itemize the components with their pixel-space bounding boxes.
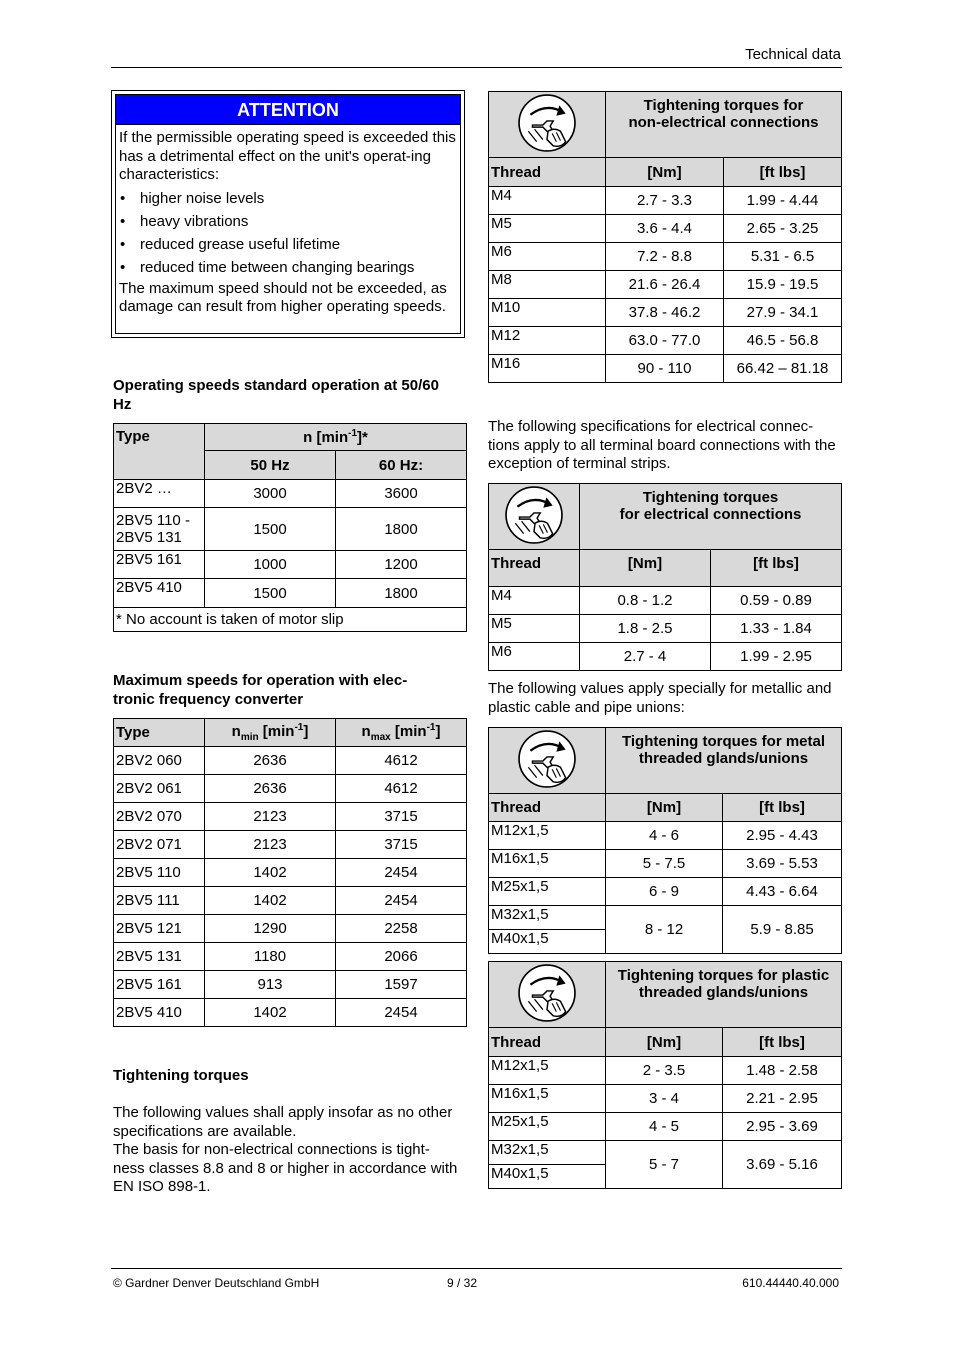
table-row xyxy=(489,1141,842,1165)
attention-closing: The maximum speed should not be exceeded, as damage can result from higher operating speeds. xyxy=(119,279,447,315)
thread-cell: M16x1,5 xyxy=(489,1085,606,1113)
nm-cell: 3 - 4 xyxy=(606,1085,723,1113)
type-cell: 2BV2 … xyxy=(114,480,205,508)
ftlbs-cell: 15.9 - 19.5 xyxy=(724,271,842,299)
nmin-cell: 2636 xyxy=(205,775,336,803)
nmax-cell: 2454 xyxy=(336,887,467,915)
attention-list xyxy=(119,187,457,279)
ftlbs-cell: 2.65 - 3.25 xyxy=(724,215,842,243)
nm-cell: 1.8 - 2.5 xyxy=(580,615,711,643)
operating-speeds-heading: Operating speeds standard operation at 50/60 Hz xyxy=(113,377,439,413)
ftlbs-cell: 4.43 - 6.64 xyxy=(723,878,842,906)
col-header-nm: [Nm] xyxy=(580,550,711,587)
type-cell: 2BV2 061 xyxy=(114,775,205,803)
table-row xyxy=(489,187,842,215)
table-row xyxy=(114,859,467,887)
table-row xyxy=(114,887,467,915)
table-row xyxy=(114,508,467,551)
ftlbs-cell: 66.42 – 81.18 xyxy=(724,355,842,383)
nmin-cell: 1402 xyxy=(205,887,336,915)
col-header-thread: Thread xyxy=(489,794,606,822)
ftlbs-cell: 2.95 - 4.43 xyxy=(723,822,842,850)
wrench-torque-icon xyxy=(489,962,606,1028)
value-cell: 1200 xyxy=(336,551,467,579)
thread-cell: M4 xyxy=(489,587,580,615)
ftlbs-cell: 2.95 - 3.69 xyxy=(723,1113,842,1141)
type-cell: 2BV5 121 xyxy=(114,915,205,943)
nm-cell: 4 - 6 xyxy=(606,822,723,850)
nmax-cell: 2258 xyxy=(336,915,467,943)
table-row xyxy=(489,243,842,271)
nm-cell: 2 - 3.5 xyxy=(606,1057,723,1085)
table-footnote: * No account is taken of motor slip xyxy=(114,608,467,632)
ftlbs-cell: 1.99 - 2.95 xyxy=(711,643,842,671)
thread-cell: M12 xyxy=(489,327,606,355)
nm-cell: 5 - 7 xyxy=(606,1141,723,1189)
col-header-60hz: 60 Hz: xyxy=(336,451,467,480)
col-header-thread: Thread xyxy=(489,550,580,587)
nm-cell: 37.8 - 46.2 xyxy=(606,299,724,327)
ftlbs-cell: 1.99 - 4.44 xyxy=(724,187,842,215)
table-row xyxy=(114,551,467,579)
nmin-cell: 1402 xyxy=(205,859,336,887)
footer-rule xyxy=(111,1268,842,1269)
table-row xyxy=(489,1113,842,1141)
col-header-type: Type xyxy=(114,424,205,480)
col-header-nmin: $n_{min}$ $[\min^{-1}]$ xyxy=(205,719,336,747)
nm-cell: 0.8 - 1.2 xyxy=(580,587,711,615)
table-row xyxy=(489,1057,842,1085)
nm-cell: 63.0 - 77.0 xyxy=(606,327,724,355)
nmax-cell: 2066 xyxy=(336,943,467,971)
ftlbs-cell: 0.59 - 0.89 xyxy=(711,587,842,615)
nm-cell: 90 - 110 xyxy=(606,355,724,383)
value-cell: 1000 xyxy=(205,551,336,579)
max-speeds-heading: Maximum speeds for operation with elec-tronic frequency converter xyxy=(113,672,408,708)
nmax-cell: 3715 xyxy=(336,803,467,831)
tightening-para-1: The following values shall apply insofar as no other specifications are available. xyxy=(113,1104,453,1140)
table-row xyxy=(114,831,467,859)
table-row xyxy=(489,215,842,243)
table-row xyxy=(114,480,467,508)
table-row xyxy=(114,999,467,1027)
nm-cell: 2.7 - 4 xyxy=(580,643,711,671)
nmin-cell: 2123 xyxy=(205,803,336,831)
tightening-para-2: The basis for non-electrical connections is tight-ness classes 8.8 and 8 or higher in accordance with EN ISO 898-1. xyxy=(113,1141,458,1195)
unions-intro: The following values apply specially for metallic and plastic cable and pipe unions: xyxy=(488,680,832,716)
table-row xyxy=(489,850,842,878)
type-cell: 2BV5 161 xyxy=(114,551,205,579)
thread-cell: M16x1,5 xyxy=(489,850,606,878)
thread-cell: M8 xyxy=(489,271,606,299)
thread-cell: M25x1,5 xyxy=(489,1113,606,1141)
col-header-thread: Thread xyxy=(489,158,606,187)
col-header-ftlbs: [ft lbs] xyxy=(723,1028,842,1057)
table-row xyxy=(489,327,842,355)
nm-cell: 6 - 9 xyxy=(606,878,723,906)
ftlbs-cell: 27.9 - 34.1 xyxy=(724,299,842,327)
type-cell: 2BV5 111 xyxy=(114,887,205,915)
col-header-nm: [Nm] xyxy=(606,158,724,187)
attention-title: ATTENTION xyxy=(116,95,460,125)
torque-electrical-table xyxy=(488,483,842,671)
thread-cell: M32x1,5 xyxy=(489,1141,606,1165)
list-item: • reduced grease useful lifetime xyxy=(119,233,457,256)
value-cell: 1500 xyxy=(205,508,336,551)
max-speeds-table xyxy=(113,718,467,1027)
thread-cell: M5 xyxy=(489,615,580,643)
wrench-torque-icon xyxy=(489,484,580,550)
nmax-cell: 1597 xyxy=(336,971,467,999)
list-item: • reduced time between changing bearings xyxy=(119,256,457,279)
value-cell: 1800 xyxy=(336,579,467,608)
footer-page-number: 9 / 32 xyxy=(447,1276,478,1290)
table-title: Tightening torques for plastic threaded glands/unions xyxy=(606,962,842,1028)
ftlbs-cell: 1.33 - 1.84 xyxy=(711,615,842,643)
ftlbs-cell: 5.31 - 6.5 xyxy=(724,243,842,271)
wrench-torque-icon xyxy=(489,728,606,794)
type-cell: 2BV5 110 xyxy=(114,859,205,887)
value-cell: 3600 xyxy=(336,480,467,508)
table-title: Tightening torques for non-electrical connections xyxy=(606,92,842,158)
torque-metal-table xyxy=(488,727,842,954)
header-rule xyxy=(111,67,842,68)
attention-intro: If the permissible operating speed is exceeded this has a detrimental effect on the unit's operat-ing characteristics: xyxy=(119,129,456,183)
table-row xyxy=(114,775,467,803)
type-cell: 2BV5 161 xyxy=(114,971,205,999)
col-header-nm: [Nm] xyxy=(606,1028,723,1057)
table-title: Tightening torques for electrical connections xyxy=(580,484,842,550)
nmin-cell: 2636 xyxy=(205,747,336,775)
table-row xyxy=(489,643,842,671)
nm-cell: 8 - 12 xyxy=(606,906,723,954)
value-cell: 3000 xyxy=(205,480,336,508)
nmin-cell: 2123 xyxy=(205,831,336,859)
table-row xyxy=(114,803,467,831)
thread-cell: M5 xyxy=(489,215,606,243)
nmin-cell: 1180 xyxy=(205,943,336,971)
torque-non-electrical-table xyxy=(488,91,842,383)
col-header-thread: Thread xyxy=(489,1028,606,1057)
table-row xyxy=(489,271,842,299)
ftlbs-cell: 3.69 - 5.16 xyxy=(723,1141,842,1189)
type-cell: 2BV5 131 xyxy=(114,943,205,971)
thread-cell: M6 xyxy=(489,643,580,671)
table-title: Tightening torques for metal threaded glands/unions xyxy=(606,728,842,794)
footer-doc-number: 610.44440.40.000 xyxy=(742,1276,839,1290)
nm-cell: 7.2 - 8.8 xyxy=(606,243,724,271)
ftlbs-cell: 3.69 - 5.53 xyxy=(723,850,842,878)
nmax-cell: 4612 xyxy=(336,775,467,803)
table-row xyxy=(114,747,467,775)
nmax-cell: 3715 xyxy=(336,831,467,859)
table-row xyxy=(489,1085,842,1113)
thread-cell: M12x1,5 xyxy=(489,1057,606,1085)
value-cell: 1500 xyxy=(205,579,336,608)
table-row xyxy=(489,355,842,383)
list-item: • higher noise levels xyxy=(119,187,457,210)
ftlbs-cell: 5.9 - 8.85 xyxy=(723,906,842,954)
col-header-n: n $[\min^{-1}]*$ xyxy=(205,424,467,451)
thread-cell: M10 xyxy=(489,299,606,327)
list-item: • heavy vibrations xyxy=(119,210,457,233)
ftlbs-cell: 46.5 - 56.8 xyxy=(724,327,842,355)
value-cell: 1800 xyxy=(336,508,467,551)
col-header-ftlbs: [ft lbs] xyxy=(711,550,842,587)
ftlbs-cell: 1.48 - 2.58 xyxy=(723,1057,842,1085)
col-header-50hz: 50 Hz xyxy=(205,451,336,480)
table-row xyxy=(114,971,467,999)
table-row xyxy=(489,587,842,615)
wrench-torque-icon xyxy=(489,92,606,158)
col-header-nm: [Nm] xyxy=(606,794,723,822)
nm-cell: 21.6 - 26.4 xyxy=(606,271,724,299)
type-cell: 2BV2 070 xyxy=(114,803,205,831)
table-row xyxy=(489,906,842,930)
nmax-cell: 2454 xyxy=(336,999,467,1027)
type-cell: 2BV5 410 xyxy=(114,999,205,1027)
type-cell: 2BV2 060 xyxy=(114,747,205,775)
type-cell: 2BV2 071 xyxy=(114,831,205,859)
nmin-cell: 1290 xyxy=(205,915,336,943)
table-row xyxy=(114,579,467,608)
thread-cell: M25x1,5 xyxy=(489,878,606,906)
thread-cell: M16 xyxy=(489,355,606,383)
thread-cell: M12x1,5 xyxy=(489,822,606,850)
col-header-type: Type xyxy=(114,719,205,747)
type-cell: 2BV5 110 - 2BV5 131 xyxy=(114,508,205,551)
thread-cell: M40x1,5 xyxy=(489,930,606,954)
nm-cell: 4 - 5 xyxy=(606,1113,723,1141)
table-row xyxy=(114,915,467,943)
table-row xyxy=(489,615,842,643)
section-title: Technical data xyxy=(745,46,841,63)
table-row xyxy=(114,943,467,971)
nm-cell: 2.7 - 3.3 xyxy=(606,187,724,215)
col-header-nmax: $n_{max}$ $[\min^{-1}]$ xyxy=(336,719,467,747)
col-header-ftlbs: [ft lbs] xyxy=(723,794,842,822)
thread-cell: M4 xyxy=(489,187,606,215)
nmax-cell: 2454 xyxy=(336,859,467,887)
attention-box xyxy=(111,90,465,338)
ftlbs-cell: 2.21 - 2.95 xyxy=(723,1085,842,1113)
tightening-heading: Tightening torques xyxy=(113,1067,249,1084)
thread-cell: M6 xyxy=(489,243,606,271)
operating-speeds-table xyxy=(113,423,467,632)
nm-cell: 5 - 7.5 xyxy=(606,850,723,878)
thread-cell: M32x1,5 xyxy=(489,906,606,930)
table-row xyxy=(489,822,842,850)
nmax-cell: 4612 xyxy=(336,747,467,775)
electrical-intro: The following specifications for electrical connec-tions apply to all terminal board connections with the exception of terminal strips. xyxy=(488,418,836,472)
table-row xyxy=(489,878,842,906)
type-cell: 2BV5 410 xyxy=(114,579,205,608)
footer-copyright: © Gardner Denver Deutschland GmbH xyxy=(113,1276,320,1290)
col-header-ftlbs: [ft lbs] xyxy=(724,158,842,187)
torque-plastic-table xyxy=(488,961,842,1189)
nmin-cell: 913 xyxy=(205,971,336,999)
nmin-cell: 1402 xyxy=(205,999,336,1027)
table-row xyxy=(489,299,842,327)
thread-cell: M40x1,5 xyxy=(489,1165,606,1189)
nm-cell: 3.6 - 4.4 xyxy=(606,215,724,243)
